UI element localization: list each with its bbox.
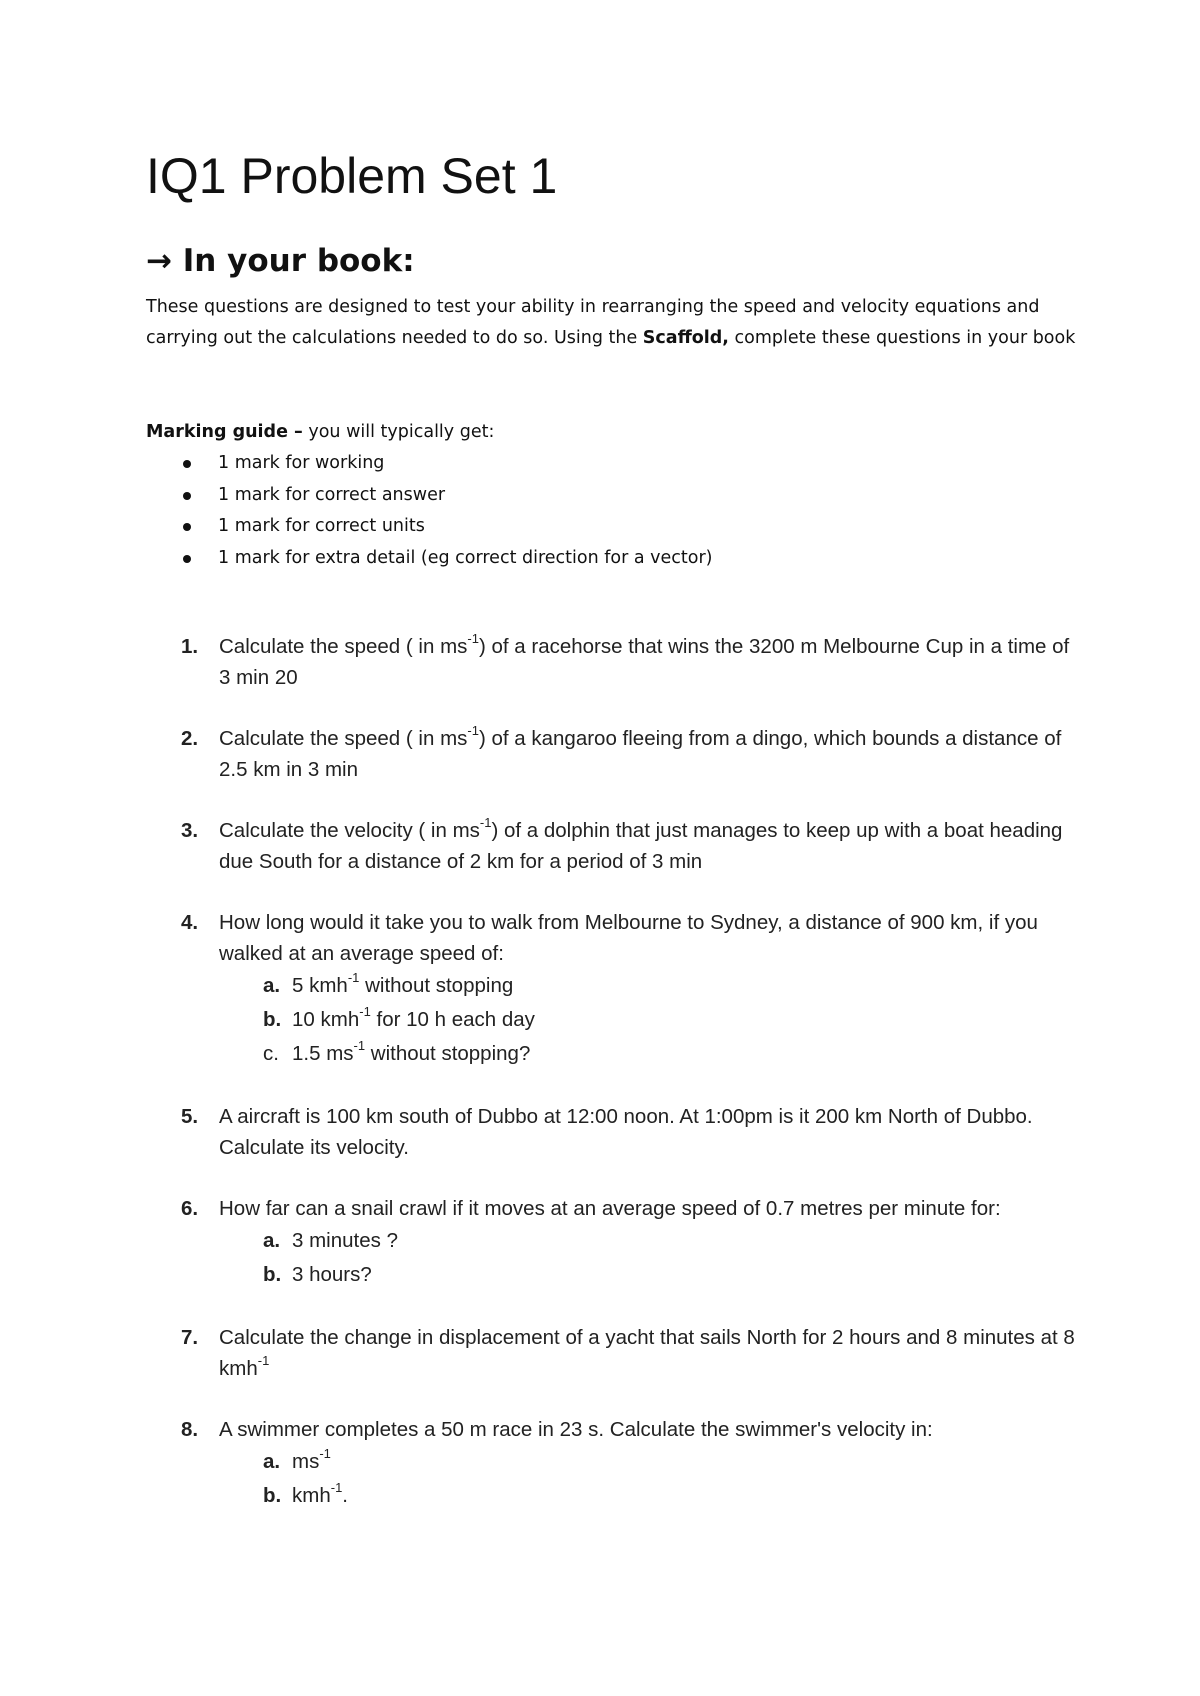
question-number: 1. bbox=[181, 635, 199, 658]
question-number: 6. bbox=[181, 1197, 199, 1220]
sub-question-b: b. kmh$^{-1}$. bbox=[263, 1480, 348, 1507]
question-8 bbox=[146, 1414, 1076, 1513]
question-3 bbox=[146, 815, 1076, 877]
question-2 bbox=[146, 723, 1076, 785]
list-item bbox=[146, 543, 1076, 575]
bullet-icon bbox=[183, 555, 191, 563]
bullet-icon bbox=[183, 492, 191, 500]
question-text: A swimmer completes a 50 m race in 23 s. Calculate the swimmer's velocity in: bbox=[219, 1418, 933, 1441]
question-list bbox=[146, 631, 1076, 1543]
marking-guide-title: Marking guide – bbox=[146, 422, 303, 442]
question-7 bbox=[146, 1322, 1076, 1384]
page-title: IQ1 Problem Set 1 bbox=[146, 148, 558, 204]
list-item-text: 1 mark for correct units bbox=[218, 516, 425, 536]
sub-question-a: a. $ms^{-1}$ bbox=[263, 1446, 331, 1473]
section-heading: → In your book: bbox=[146, 243, 415, 279]
question-text: Calculate the change in displacement of a yacht that sails North for 2 hours and 8 minutes at 8 kmh$^{-1}$ bbox=[219, 1326, 1075, 1380]
question-4 bbox=[146, 907, 1076, 1071]
question-number: 8. bbox=[181, 1418, 199, 1441]
list-item-text: 1 mark for working bbox=[218, 453, 385, 473]
question-number: 7. bbox=[181, 1326, 199, 1349]
intro-bold: Scaffold, bbox=[642, 328, 729, 348]
sub-question-a: a. 3 minutes ? bbox=[263, 1229, 398, 1252]
bullet-icon bbox=[183, 523, 191, 531]
marking-guide-list bbox=[146, 448, 1076, 574]
question-number: 2. bbox=[181, 727, 199, 750]
list-item-text: 1 mark for extra detail (eg correct direction for a vector) bbox=[218, 547, 713, 568]
intro-paragraph bbox=[146, 292, 1076, 354]
marking-guide-heading bbox=[146, 417, 1076, 448]
question-number: 3. bbox=[181, 819, 199, 842]
sub-question-c: c. 1.5 $ms^{-1}$ without stopping? bbox=[263, 1038, 531, 1065]
marking-guide-subtitle: you will typically get: bbox=[302, 422, 495, 442]
sub-question-b: b. 3 hours? bbox=[263, 1263, 372, 1286]
sub-question-b: b. 10 kmh$^{-1}$ for 10 h each day bbox=[263, 1004, 535, 1031]
list-item-text: 1 mark for correct answer bbox=[218, 484, 446, 505]
list-item bbox=[146, 448, 1076, 480]
sub-question-a: a. 5 kmh$^{-1}$ without stopping bbox=[263, 970, 514, 997]
question-text: A aircraft is 100 km south of Dubbo at 12:00 noon. At 1:00pm is it 200 km North of Dubbo. Calculate its velocity. bbox=[219, 1105, 1033, 1159]
list-item bbox=[146, 511, 1076, 543]
question-number: 5. bbox=[181, 1105, 199, 1128]
question-6 bbox=[146, 1193, 1076, 1292]
question-5 bbox=[146, 1101, 1076, 1163]
question-text: How long would it take you to walk from Melbourne to Sydney, a distance of 900 km, if you walked at an average speed of: bbox=[219, 911, 1038, 965]
question-text: Calculate the speed ( in $ms^{-1}$) of a kangaroo fleeing from a dingo, which bounds a distance of 2.5 km in 3 min bbox=[219, 723, 1062, 781]
question-text: Calculate the velocity ( in $ms^{-1}$) of a dolphin that just manages to keep up with a boat heading due South for a distance of 2 km for a period of 3 min bbox=[219, 815, 1063, 873]
intro-text-2: complete these questions in your book bbox=[728, 328, 1076, 348]
question-1 bbox=[146, 631, 1076, 693]
list-item bbox=[146, 480, 1076, 512]
intro-text-1: These questions are designed to test your ability in rearranging the speed and velocity equations and carrying out the calculations needed to do so. Using the bbox=[146, 297, 1040, 348]
question-number: 4. bbox=[181, 911, 199, 934]
question-text: Calculate the speed ( in $ms^{-1}$) of a racehorse that wins the 3200 m Melbourne Cup in a time of 3 min 20 bbox=[219, 631, 1070, 689]
marking-guide bbox=[146, 417, 1076, 574]
question-text: How far can a snail crawl if it moves at an average speed of 0.7 metres per minute for: bbox=[219, 1197, 1001, 1220]
bullet-icon bbox=[183, 460, 191, 468]
